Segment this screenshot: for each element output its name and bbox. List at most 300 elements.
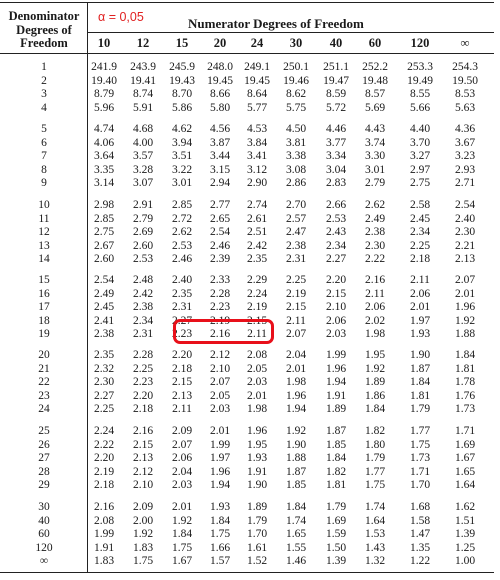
table-cell: 2.97 <box>409 163 431 176</box>
table-cell: 248.0 <box>207 61 233 73</box>
table-cell: 2.01 <box>171 501 193 513</box>
table-cell: 2.11 <box>365 287 385 300</box>
table-cell: 2.08 <box>93 514 115 527</box>
table-cell: 1.51 <box>454 514 476 527</box>
table-cell: 1.79 <box>364 452 386 464</box>
numerator-df-header: Numerator Degrees of Freedom <box>188 16 364 31</box>
table-cell: 2.06 <box>409 287 431 300</box>
table-cell: 245.9 <box>169 61 195 73</box>
table-cell: 4.68 <box>132 123 154 135</box>
table-cell: 1.32 <box>364 555 386 567</box>
column-header: 10 <box>97 36 111 50</box>
table-row <box>0 528 494 541</box>
table-cell: 5.66 <box>409 101 431 114</box>
table-cell: 2.16 <box>364 274 386 286</box>
table-cell: 2.01 <box>454 287 476 300</box>
table-cell: 1.25 <box>454 541 476 554</box>
table-row <box>0 542 494 555</box>
row-df-label: 26 <box>38 438 50 451</box>
table-cell: 2.12 <box>209 349 231 361</box>
table-row <box>0 75 494 88</box>
table-cell: 1.81 <box>454 362 476 375</box>
table-cell: 2.75 <box>93 226 115 238</box>
table-cell: 1.75 <box>132 555 154 567</box>
row-df-label: 7 <box>41 150 47 162</box>
table-cell: 2.18 <box>409 253 431 265</box>
table-cell: 2.02 <box>364 314 386 327</box>
table-cell: 1.43 <box>364 541 386 554</box>
row-df-label: 27 <box>38 452 50 464</box>
table-cell: 2.71 <box>454 177 476 189</box>
table-cell: 2.16 <box>93 501 115 513</box>
table-cell: 8.59 <box>325 88 347 100</box>
table-row <box>0 501 494 514</box>
table-cell: 2.48 <box>132 274 154 286</box>
table-cell: 1.66 <box>209 541 231 554</box>
table-cell: 1.89 <box>364 376 386 388</box>
table-cell: 2.58 <box>409 199 431 211</box>
table-cell: 2.15 <box>132 438 154 451</box>
table-cell: 2.98 <box>93 199 115 211</box>
table-cell: 3.12 <box>246 163 268 176</box>
table-cell: 241.9 <box>91 61 117 73</box>
table-cell: 2.22 <box>93 438 115 451</box>
table-row <box>0 301 494 314</box>
table-cell: 4.56 <box>209 123 231 135</box>
table-cell: 2.51 <box>246 226 268 238</box>
table-cell: 3.57 <box>132 150 154 162</box>
table-cell: 4.62 <box>171 123 193 135</box>
table-cell: 2.31 <box>285 253 307 265</box>
table-cell: 2.19 <box>246 301 268 313</box>
table-row <box>0 213 494 226</box>
table-cell: 19.46 <box>283 74 309 87</box>
table-cell: 2.31 <box>171 301 193 313</box>
row-df-label: 14 <box>38 253 50 265</box>
table-cell: 2.13 <box>454 253 476 265</box>
table-cell: 2.10 <box>325 301 347 313</box>
table-row <box>0 439 494 452</box>
table-cell: 1.93 <box>409 328 431 340</box>
table-cell: 1.88 <box>285 452 307 464</box>
table-cell: 2.39 <box>209 253 231 265</box>
table-cell: 8.57 <box>364 88 386 100</box>
row-df-label: 3 <box>41 88 47 100</box>
table-cell: 1.98 <box>246 403 268 415</box>
table-cell: 3.51 <box>171 150 193 162</box>
table-row <box>0 403 494 416</box>
table-row <box>0 88 494 101</box>
table-cell: 2.11 <box>172 403 192 415</box>
table-cell: 2.28 <box>209 287 231 300</box>
table-cell: 1.84 <box>325 452 347 464</box>
table-cell: 2.11 <box>247 328 267 340</box>
table-cell: 2.54 <box>93 274 115 286</box>
table-cell: 2.04 <box>285 349 307 361</box>
table-row <box>0 363 494 376</box>
table-cell: 1.82 <box>325 465 347 478</box>
table-cell: 1.96 <box>454 301 476 313</box>
row-df-label: 24 <box>38 403 50 415</box>
table-cell: 2.62 <box>171 226 193 238</box>
table-cell: 2.35 <box>171 287 193 300</box>
table-cell: 2.86 <box>285 177 307 189</box>
table-cell: 19.45 <box>207 74 233 87</box>
table-cell: 2.70 <box>285 199 307 211</box>
table-cell: 1.61 <box>246 541 268 554</box>
table-cell: 5.72 <box>325 101 347 114</box>
table-cell: 19.48 <box>362 74 388 87</box>
table-cell: 2.18 <box>171 362 193 375</box>
table-cell: 1.79 <box>325 501 347 513</box>
table-cell: 1.92 <box>285 425 307 437</box>
table-cell: 4.43 <box>364 123 386 135</box>
table-cell: 1.98 <box>364 328 386 340</box>
table-cell: 5.63 <box>454 101 476 114</box>
table-cell: 2.06 <box>364 301 386 313</box>
table-cell: 252.2 <box>362 61 388 73</box>
table-cell: 1.69 <box>325 514 347 527</box>
table-cell: 2.33 <box>209 274 231 286</box>
table-cell: 1.78 <box>454 376 476 388</box>
table-cell: 2.09 <box>132 501 154 513</box>
table-cell: 1.93 <box>209 501 231 513</box>
table-cell: 2.15 <box>171 376 193 388</box>
table-cell: 1.91 <box>246 465 268 478</box>
row-df-label: 23 <box>38 389 50 402</box>
table-cell: 3.04 <box>325 163 347 176</box>
table-cell: 1.65 <box>285 528 307 540</box>
table-row <box>0 390 494 403</box>
table-cell: 2.61 <box>246 212 268 225</box>
table-cell: 2.35 <box>93 349 115 361</box>
table-cell: 1.90 <box>285 438 307 451</box>
table-cell: 2.00 <box>132 514 154 527</box>
table-cell: 2.79 <box>364 177 386 189</box>
row-df-label: 17 <box>38 301 50 313</box>
table-cell: 1.84 <box>285 501 307 513</box>
table-cell: 1.73 <box>454 403 476 415</box>
row-df-label: 120 <box>35 541 53 554</box>
table-cell: 1.96 <box>246 425 268 437</box>
table-cell: 3.01 <box>364 163 386 176</box>
table-cell: 2.04 <box>171 465 193 478</box>
table-row <box>0 452 494 465</box>
table-bottom-rule <box>0 572 494 573</box>
table-row <box>0 199 494 212</box>
table-cell: 1.67 <box>171 555 193 567</box>
table-cell: 2.03 <box>246 376 268 388</box>
table-cell: 2.07 <box>171 438 193 451</box>
table-cell: 2.31 <box>132 328 154 340</box>
table-cell: 2.34 <box>409 226 431 238</box>
table-cell: 2.94 <box>209 177 231 189</box>
table-cell: 2.75 <box>409 177 431 189</box>
table-cell: 2.27 <box>171 314 193 327</box>
table-cell: 2.67 <box>93 239 115 252</box>
table-cell: 243.9 <box>130 61 156 73</box>
table-cell: 2.08 <box>246 349 268 361</box>
column-header: 40 <box>329 36 343 50</box>
table-cell: 1.89 <box>325 403 347 415</box>
row-df-label: 22 <box>38 376 50 388</box>
row-df-label: 4 <box>41 101 47 114</box>
table-cell: 19.50 <box>452 74 478 87</box>
table-cell: 1.22 <box>409 555 431 567</box>
row-df-label: 40 <box>38 514 50 527</box>
row-df-label: 2 <box>41 74 47 87</box>
table-cell: 2.16 <box>132 425 154 437</box>
table-row <box>0 274 494 287</box>
table-cell: 19.49 <box>407 74 433 87</box>
table-cell: 4.50 <box>285 123 307 135</box>
table-cell: 2.46 <box>209 239 231 252</box>
table-cell: 1.87 <box>285 465 307 478</box>
row-df-label: 8 <box>41 163 47 176</box>
table-cell: 2.38 <box>93 328 115 340</box>
table-cell: 2.28 <box>132 349 154 361</box>
table-cell: 1.55 <box>285 541 307 554</box>
table-cell: 3.35 <box>93 163 115 176</box>
row-df-label: 60 <box>38 528 50 540</box>
table-row <box>0 555 494 568</box>
table-cell: 2.53 <box>171 239 193 252</box>
table-cell: 1.71 <box>409 465 431 478</box>
table-cell: 2.10 <box>209 362 231 375</box>
table-cell: 249.1 <box>244 61 270 73</box>
table-cell: 2.45 <box>409 212 431 225</box>
table-cell: 5.86 <box>171 101 193 114</box>
table-row <box>0 253 494 266</box>
table-cell: 2.20 <box>171 349 193 361</box>
table-cell: 1.73 <box>409 452 431 464</box>
table-cell: 4.40 <box>409 123 431 135</box>
table-cell: 2.23 <box>132 376 154 388</box>
table-cell: 3.77 <box>325 136 347 149</box>
table-cell: 1.98 <box>285 376 307 388</box>
table-cell: 2.07 <box>209 376 231 388</box>
table-cell: 2.53 <box>325 212 347 225</box>
table-cell: 1.82 <box>364 425 386 437</box>
table-cell: 2.85 <box>171 199 193 211</box>
table-cell: 3.30 <box>364 150 386 162</box>
table-cell: 1.69 <box>454 438 476 451</box>
table-cell: 1.99 <box>93 528 115 540</box>
table-cell: 2.91 <box>132 199 154 211</box>
table-cell: 2.40 <box>171 274 193 286</box>
table-cell: 3.64 <box>93 150 115 162</box>
table-cell: 1.52 <box>246 555 268 567</box>
table-cell: 2.38 <box>285 239 307 252</box>
table-cell: 2.22 <box>364 253 386 265</box>
table-cell: 1.75 <box>209 528 231 540</box>
table-cell: 19.41 <box>130 74 156 87</box>
header-bottom-rule <box>0 53 494 54</box>
table-cell: 1.47 <box>409 528 431 540</box>
column-header: 15 <box>175 36 189 50</box>
table-row <box>0 240 494 253</box>
table-cell: 1.92 <box>171 514 193 527</box>
table-cell: 2.41 <box>93 314 115 327</box>
table-cell: 2.30 <box>93 376 115 388</box>
table-cell: 2.19 <box>93 465 115 478</box>
table-cell: 1.94 <box>285 403 307 415</box>
table-cell: 3.70 <box>409 136 431 149</box>
table-cell: 1.70 <box>246 528 268 540</box>
table-cell: 2.23 <box>171 328 193 340</box>
table-row <box>0 349 494 362</box>
table-cell: 2.90 <box>246 177 268 189</box>
column-header: 20 <box>213 36 227 50</box>
table-cell: 1.93 <box>246 452 268 464</box>
table-cell: 1.86 <box>364 389 386 402</box>
row-df-label: 10 <box>38 199 50 211</box>
table-cell: 2.60 <box>93 253 115 265</box>
table-cell: 4.06 <box>93 136 115 149</box>
table-cell: 2.23 <box>209 301 231 313</box>
table-cell: 2.60 <box>132 239 154 252</box>
table-cell: 2.16 <box>209 328 231 340</box>
table-cell: 2.15 <box>246 314 268 327</box>
table-row <box>0 123 494 136</box>
table-cell: 3.94 <box>171 136 193 149</box>
row-df-label: 29 <box>38 479 50 491</box>
table-cell: 2.93 <box>454 163 476 176</box>
table-row <box>0 177 494 190</box>
table-cell: 1.84 <box>209 514 231 527</box>
table-cell: 1.46 <box>285 555 307 567</box>
alpha-annotation: α = 0,05 <box>98 10 144 24</box>
table-cell: 2.49 <box>93 287 115 300</box>
table-cell: 2.15 <box>285 301 307 313</box>
table-row <box>0 164 494 177</box>
table-row <box>0 102 494 115</box>
table-cell: 2.40 <box>454 212 476 225</box>
table-cell: 8.55 <box>409 88 431 100</box>
highlight-box <box>173 319 274 344</box>
table-cell: 2.05 <box>246 362 268 375</box>
table-cell: 1.91 <box>93 541 115 554</box>
row-df-label: 11 <box>38 212 50 225</box>
table-cell: 2.18 <box>93 479 115 491</box>
table-cell: 2.20 <box>325 274 347 286</box>
table-cell: 3.01 <box>171 177 193 189</box>
row-df-label: 30 <box>38 501 50 513</box>
table-cell: 253.3 <box>407 61 433 73</box>
table-cell: 1.94 <box>325 376 347 388</box>
table-cell: 2.47 <box>285 226 307 238</box>
table-cell: 3.74 <box>364 136 386 149</box>
table-cell: 2.32 <box>93 362 115 375</box>
table-row <box>0 226 494 239</box>
table-cell: 2.69 <box>132 226 154 238</box>
table-cell: 2.66 <box>325 199 347 211</box>
table-cell: 3.08 <box>285 163 307 176</box>
table-cell: 2.25 <box>409 239 431 252</box>
table-cell: 1.59 <box>325 528 347 540</box>
table-cell: 2.12 <box>132 465 154 478</box>
table-cell: 2.38 <box>132 301 154 313</box>
table-cell: 1.76 <box>454 389 476 402</box>
table-cell: 2.43 <box>325 226 347 238</box>
table-cell: 1.79 <box>246 514 268 527</box>
table-cell: 1.84 <box>364 403 386 415</box>
table-cell: 250.1 <box>283 61 309 73</box>
table-cell: 2.53 <box>132 253 154 265</box>
row-df-label: ∞ <box>39 555 49 567</box>
table-cell: 1.88 <box>454 328 476 340</box>
table-cell: 1.74 <box>364 501 386 513</box>
row-df-label: 9 <box>41 177 47 189</box>
table-cell: 2.15 <box>325 287 347 300</box>
table-cell: 4.46 <box>325 123 347 135</box>
table-cell: 2.13 <box>132 452 154 464</box>
table-cell: 3.34 <box>325 150 347 162</box>
table-cell: 2.07 <box>285 328 307 340</box>
table-cell: 2.21 <box>454 239 476 252</box>
table-cell: 2.10 <box>132 479 154 491</box>
table-cell: 1.75 <box>364 479 386 491</box>
table-cell: 19.47 <box>323 74 349 87</box>
table-cell: 2.46 <box>171 253 193 265</box>
table-cell: 1.96 <box>209 465 231 478</box>
table-cell: 1.87 <box>325 425 347 437</box>
column-header: 12 <box>136 36 150 50</box>
table-cell: 2.13 <box>171 389 193 402</box>
table-cell: 1.74 <box>285 514 307 527</box>
table-cell: 1.75 <box>409 438 431 451</box>
row-df-label: 1 <box>41 61 47 73</box>
table-cell: 2.19 <box>209 314 231 327</box>
table-cell: 251.1 <box>323 61 349 73</box>
table-cell: 2.34 <box>132 314 154 327</box>
table-cell: 19.43 <box>169 74 195 87</box>
table-cell: 1.83 <box>132 541 154 554</box>
table-cell: 1.64 <box>454 479 476 491</box>
table-cell: 2.77 <box>209 199 231 211</box>
table-cell: 1.84 <box>409 376 431 388</box>
table-cell: 1.77 <box>409 425 431 437</box>
table-cell: 2.29 <box>246 274 268 286</box>
table-cell: 1.79 <box>409 403 431 415</box>
column-header: 30 <box>289 36 303 50</box>
table-cell: 2.25 <box>132 362 154 375</box>
table-cell: 2.72 <box>171 212 193 225</box>
table-cell: 1.81 <box>409 389 431 402</box>
table-cell: 1.39 <box>325 555 347 567</box>
table-cell: 5.91 <box>132 101 154 114</box>
table-cell: 2.74 <box>246 199 268 211</box>
table-cell: 2.30 <box>364 239 386 252</box>
table-cell: 1.95 <box>246 438 268 451</box>
table-cell: 2.54 <box>454 199 476 211</box>
table-cell: 2.03 <box>171 479 193 491</box>
table-cell: 1.71 <box>454 425 476 437</box>
row-df-label: 12 <box>38 226 50 238</box>
table-cell: 1.89 <box>246 501 268 513</box>
table-row <box>0 61 494 74</box>
table-cell: 2.30 <box>454 226 476 238</box>
row-df-label: 18 <box>38 314 50 327</box>
denominator-df-header: Denominator Degrees of Freedom <box>8 9 80 50</box>
table-cell: 1.99 <box>209 438 231 451</box>
table-cell: 1.85 <box>325 438 347 451</box>
table-cell: 2.25 <box>93 403 115 415</box>
table-cell: 1.94 <box>209 479 231 491</box>
table-cell: 2.42 <box>246 239 268 252</box>
table-cell: 2.01 <box>246 389 268 402</box>
table-cell: 1.83 <box>93 555 115 567</box>
